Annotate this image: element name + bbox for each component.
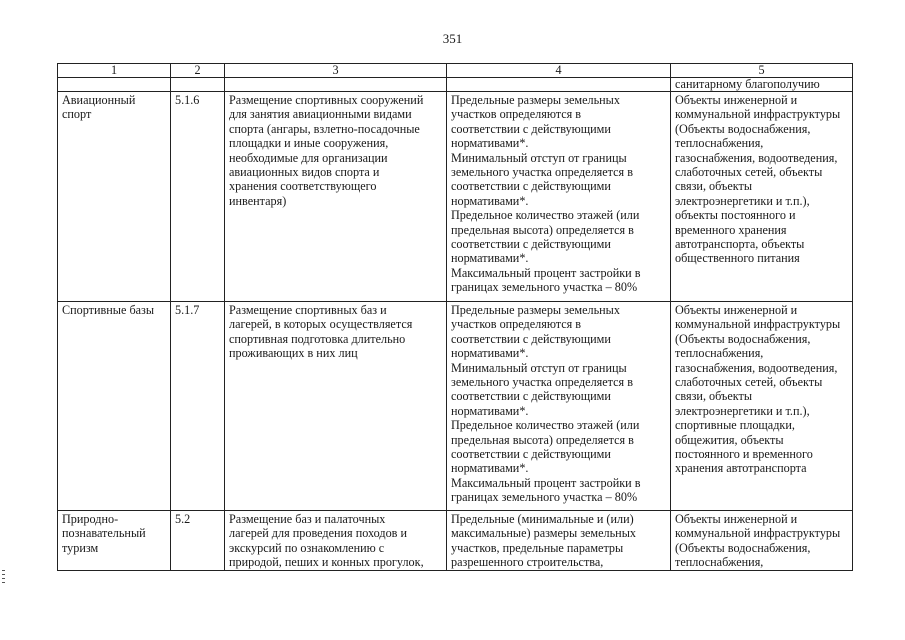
continuation-cell <box>447 78 671 92</box>
cell-line: нормативами*. <box>451 346 529 361</box>
activity-name-cell <box>58 92 171 302</box>
cell-line: (Объекты водоснабжения, <box>675 331 811 346</box>
cell-line: спорта (ангары, взлетно-посадочные <box>229 121 420 136</box>
cell-line: коммунальной инфраструктуры <box>675 526 841 541</box>
cell-line: общежития, объекты <box>675 432 784 447</box>
cell-line: Объекты инженерной и <box>675 303 798 317</box>
cell-line: коммунальной инфраструктуры <box>675 107 841 122</box>
cell-line: теплоснабжения, <box>675 555 764 570</box>
page-number: 351 <box>442 31 463 46</box>
activity-description-cell <box>225 302 447 511</box>
cell-line: лагерей для проведения походов и <box>229 526 407 541</box>
cell-line: Объекты инженерной и <box>675 93 798 107</box>
cell-line: коммунальной инфраструктуры <box>675 317 841 332</box>
cell-line: нормативами*. <box>451 461 529 476</box>
cell-line: Предельные размеры земельных <box>451 93 620 107</box>
cell-line: максимальные) размеры земельных <box>451 526 636 541</box>
cell-line: необходимые для организации <box>229 150 388 165</box>
activity-name-cell <box>58 302 171 511</box>
header-cell-4: 4 <box>447 64 671 78</box>
cell-line: экскурсий по ознакомлению с <box>229 540 385 555</box>
cell-line: познавательный <box>62 526 146 541</box>
cell-line: спорт <box>62 107 92 122</box>
cell-line: границах земельного участка – 80% <box>451 490 638 505</box>
cell-line: электроэнергетики и т.п.), <box>675 193 810 208</box>
cell-line: Минимальный отступ от границы <box>451 360 627 375</box>
cell-line: электроэнергетики и т.п.), <box>675 403 810 418</box>
cell-line: для занятия авиационными видами <box>229 107 412 122</box>
cell-line: соответствии с действующими <box>451 331 611 346</box>
cell-line: Объекты инженерной и <box>675 512 798 526</box>
cell-line: постоянного и временного <box>675 447 813 462</box>
cell-line: соответствии с действующими <box>451 389 611 404</box>
header-cell-5: 5 <box>671 64 853 78</box>
cell-line: соответствии с действующими <box>451 179 611 194</box>
permitted-objects-cell <box>671 92 853 302</box>
permitted-objects-cell <box>671 302 853 511</box>
cell-line: соответствии с действующими <box>451 447 611 462</box>
permitted-objects-cell <box>671 511 853 571</box>
header-cell-3: 3 <box>225 64 447 78</box>
continuation-cell <box>58 78 171 92</box>
cell-line: Размещение спортивных сооружений <box>229 93 424 107</box>
cell-line: лагерей, в которых осуществляется <box>229 317 413 332</box>
cell-line: теплоснабжения, <box>675 136 764 151</box>
cell-line: земельного участка определяется в <box>451 375 633 390</box>
cell-line: спортивные площадки, <box>675 418 795 433</box>
building-parameters-cell <box>447 511 671 571</box>
cell-line: (Объекты водоснабжения, <box>675 540 811 555</box>
cell-line: общественного питания <box>675 251 800 266</box>
margin-scan-marks <box>2 570 5 586</box>
cell-line: участков определяются в <box>451 317 582 332</box>
cell-line: Спортивные базы <box>62 303 155 317</box>
table-row <box>58 92 853 302</box>
activity-code-cell: 5.1.6 <box>171 92 225 302</box>
table-row <box>58 302 853 511</box>
cell-line: Минимальный отступ от границы <box>451 150 627 165</box>
header-cell-1: 1 <box>58 64 171 78</box>
cell-line: нормативами*. <box>451 403 529 418</box>
continuation-cell <box>171 78 225 92</box>
cell-line: автотранспорта, объекты <box>675 237 805 252</box>
cell-line: связи, объекты <box>675 179 753 194</box>
cell-line: туризм <box>62 540 99 555</box>
cell-line: временного хранения <box>675 222 787 237</box>
cell-line: нормативами*. <box>451 193 529 208</box>
cell-line: участков определяются в <box>451 107 582 122</box>
cell-line: газоснабжения, водоотведения, <box>675 360 838 375</box>
cell-line: разрешенного строительства, <box>451 555 604 570</box>
building-parameters-cell <box>447 302 671 511</box>
cell-line: нормативами*. <box>451 136 529 151</box>
cell-line: Природно- <box>62 512 119 526</box>
cell-line: объекты постоянного и <box>675 208 796 223</box>
activity-name-cell <box>58 511 171 571</box>
cell-line: проживающих в них лиц <box>229 346 358 361</box>
activity-code-cell: 5.1.7 <box>171 302 225 511</box>
cell-line: земельного участка определяется в <box>451 165 633 180</box>
activity-code-cell: 5.2 <box>171 511 225 571</box>
cell-line: Предельное количество этажей (или <box>451 208 640 223</box>
cell-line: Предельное количество этажей (или <box>451 418 640 433</box>
cell-line: нормативами*. <box>451 251 529 266</box>
land-use-table <box>57 63 853 571</box>
cell-line: (Объекты водоснабжения, <box>675 121 811 136</box>
cell-line: соответствии с действующими <box>451 121 611 136</box>
cell-line: Размещение спортивных баз и <box>229 303 387 317</box>
cell-line: Максимальный процент застройки в <box>451 475 641 490</box>
continuation-cell <box>225 78 447 92</box>
cell-line: хранения автотранспорта <box>675 461 807 476</box>
cell-line: Авиационный <box>62 93 136 107</box>
column-number-header-row <box>58 64 853 78</box>
cell-line: слаботочных сетей, объекты <box>675 165 823 180</box>
cell-line: предельная высота) определяется в <box>451 432 634 447</box>
cell-line: природой, пеших и конных прогулок, <box>229 555 424 570</box>
cell-line: Предельные размеры земельных <box>451 303 620 317</box>
cell-line: газоснабжения, водоотведения, <box>675 150 838 165</box>
cell-line: участков, предельные параметры <box>451 540 624 555</box>
activity-description-cell <box>225 92 447 302</box>
cell-line: авиационных видов спорта и <box>229 165 380 180</box>
cell-line: хранения соответствующего <box>229 179 377 194</box>
activity-description-cell <box>225 511 447 571</box>
cell-line: слаботочных сетей, объекты <box>675 375 823 390</box>
continuation-text: санитарному благополучию <box>671 78 853 92</box>
cell-line: предельная высота) определяется в <box>451 222 634 237</box>
cell-line: связи, объекты <box>675 389 753 404</box>
continuation-row <box>58 78 853 92</box>
cell-line: границах земельного участка – 80% <box>451 280 638 295</box>
building-parameters-cell <box>447 92 671 302</box>
cell-line: Размещение баз и палаточных <box>229 512 386 526</box>
cell-line: спортивная подготовка длительно <box>229 331 406 346</box>
header-cell-2: 2 <box>171 64 225 78</box>
cell-line: площадки и иные сооружения, <box>229 136 389 151</box>
cell-line: соответствии с действующими <box>451 237 611 252</box>
cell-line: инвентаря) <box>229 193 287 208</box>
cell-line: теплоснабжения, <box>675 346 764 361</box>
table-row <box>58 511 853 571</box>
cell-line: Предельные (минимальные и (или) <box>451 512 634 526</box>
cell-line: Максимальный процент застройки в <box>451 265 641 280</box>
